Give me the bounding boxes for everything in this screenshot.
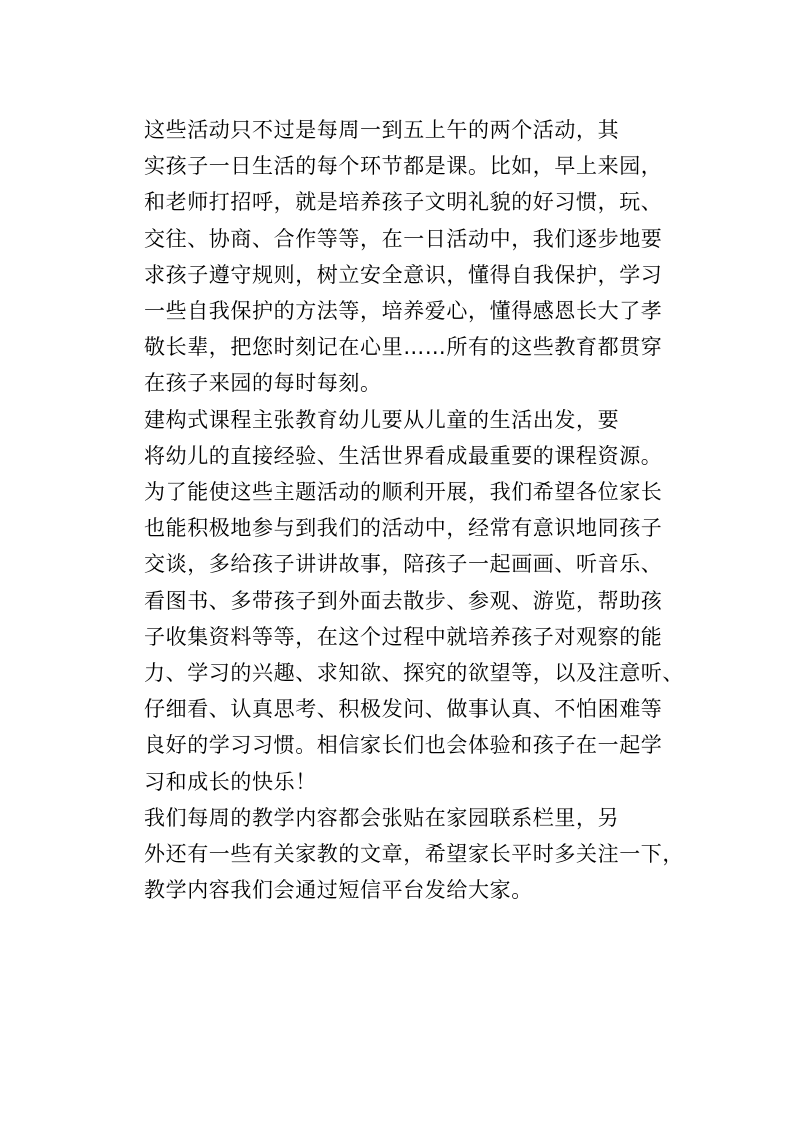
paragraph-line: 教学内容我们会通过短信平台发给大家。 (144, 878, 533, 903)
paragraph-line: 建构式课程主张教育幼儿要从儿童的生活出发，要 (144, 407, 620, 432)
paragraph-line: 习和成长的快乐！ (144, 769, 317, 794)
paragraph-line: 实孩子一日生活的每个环节都是课。比如，早上来园， (144, 154, 663, 179)
paragraph-line: 我们每周的教学内容都会张贴在家园联系栏里，另 (144, 805, 620, 830)
paragraph-daily-activities (144, 112, 664, 402)
paragraph-line: 这些活动只不过是每周一到五上午的两个活动，其 (144, 118, 620, 142)
paragraph-line: 敬长辈，把您时刻记在心里……所有的这些教育都贯穿 (144, 335, 663, 360)
paragraph-line: 一些自我保护的方法等，培养爱心，懂得感恩长大了孝 (144, 299, 663, 324)
paragraph-line: 看图书、多带孩子到外面去散步、参观、游览，帮助孩 (144, 588, 663, 613)
paragraph-line: 求孩子遵守规则，树立安全意识，懂得自我保护，学习 (144, 262, 663, 287)
paragraph-line: 良好的学习习惯。相信家长们也会体验和孩子在一起学 (144, 733, 663, 758)
paragraph-line: 在孩子来园的每时每刻。 (144, 371, 382, 396)
paragraph-line: 仔细看、认真思考、积极发问、做事认真、不怕困难等 (144, 697, 663, 722)
document-body (144, 112, 684, 908)
paragraph-weekly-content (144, 800, 684, 909)
paragraph-line: 力、学习的兴趣、求知欲、探究的欲望等，以及注意听、 (144, 661, 684, 686)
paragraph-line: 也能积极地参与到我们的活动中，经常有意识地同孩子 (144, 516, 663, 541)
paragraph-curriculum (144, 402, 684, 800)
paragraph-line: 和老师打招呼，就是培养孩子文明礼貌的好习惯，玩、 (144, 190, 663, 215)
paragraph-line: 为了能使这些主题活动的顺利开展，我们希望各位家长 (144, 480, 663, 505)
paragraph-line: 交往、协商、合作等等，在一日活动中，我们逐步地要 (144, 226, 663, 251)
paragraph-line: 子收集资料等等，在这个过程中就培养孩子对观察的能 (144, 624, 663, 649)
paragraph-line: 交谈，多给孩子讲讲故事，陪孩子一起画画、听音乐、 (144, 552, 663, 577)
paragraph-line: 外还有一些有关家教的文章，希望家长平时多关注一下， (144, 842, 684, 867)
paragraph-line: 将幼儿的直接经验、生活世界看成最重要的课程资源。 (144, 443, 663, 468)
